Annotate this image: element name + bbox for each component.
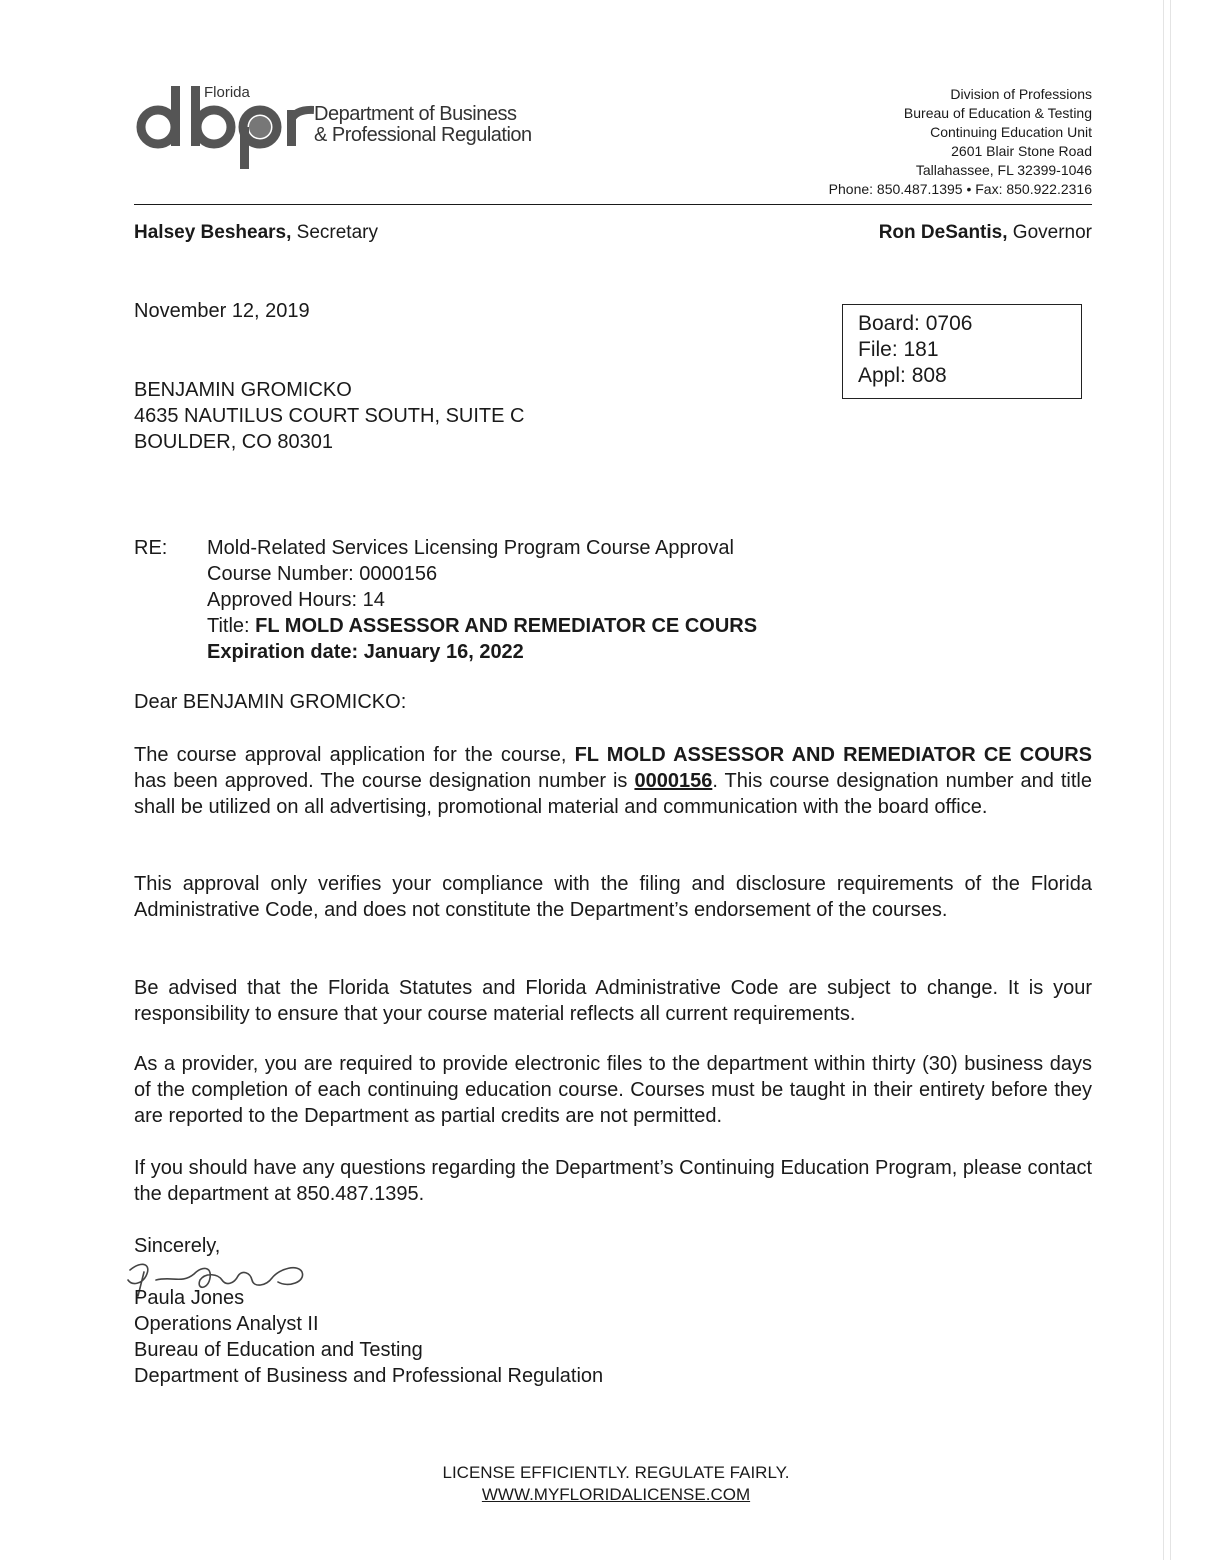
signer-block	[134, 1285, 603, 1389]
page-edge-left	[1163, 0, 1164, 1560]
office-address-block	[829, 85, 1092, 199]
governor-title: Governor	[1007, 222, 1092, 243]
paragraph-statutes: Be advised that the Florida Statutes and Florida Administrative Code are subject to change. It is your responsibility to ensure that your course material reflects all current requirements.	[134, 977, 1092, 1025]
recipient-address	[134, 377, 524, 455]
re-approved-hours: Approved Hours: 14	[207, 589, 385, 611]
recipient-city: BOULDER, CO 80301	[134, 431, 333, 453]
reference-file: File: 181	[858, 338, 939, 361]
office-city: Tallahassee, FL 32399-1046	[915, 162, 1092, 178]
signer-name: Paula Jones	[134, 1287, 245, 1309]
logo-department-name	[314, 104, 532, 146]
closing-sincerely: Sincerely,	[134, 1235, 221, 1257]
logo-department-line2: & Professional Regulation	[314, 124, 532, 146]
footer-website-link[interactable]: WWW.MYFLORIDALICENSE.COM	[481, 1485, 751, 1504]
p1-course-number: 0000156	[634, 770, 713, 792]
governor	[879, 222, 1092, 244]
office-bureau: Bureau of Education & Testing	[903, 105, 1092, 121]
re-course-number: Course Number: 0000156	[207, 563, 438, 585]
re-title	[207, 613, 757, 639]
p1-text-c: . This course designation number and title shall be utilized on all advertising, promotional material and communication with the board office.	[134, 770, 1092, 818]
p1-course-title: FL MOLD ASSESSOR AND REMEDIATOR CE COURS	[574, 744, 1092, 766]
footer	[0, 1462, 1232, 1506]
logo-department-line1: Department of Business	[314, 103, 517, 125]
page-edge-right	[1170, 0, 1171, 1560]
salutation: Dear BENJAMIN GROMICKO:	[134, 691, 407, 713]
paragraph-approval	[134, 742, 1092, 820]
p1-text-b: has been approved. The course designation number is	[134, 770, 635, 792]
signer-title: Operations Analyst II	[134, 1313, 319, 1335]
re-subject: Mold-Related Services Licensing Program Course Approval	[207, 537, 734, 559]
paragraph-compliance: This approval only verifies your compliance with the filing and disclosure requirements of the Florida Administrative Code, and does not constitute the Department’s endorsement of the courses.	[134, 873, 1092, 921]
re-title-label: Title:	[207, 615, 256, 637]
dbpr-logo	[134, 80, 564, 170]
re-title-value: FL MOLD ASSESSOR AND REMEDIATOR CE COURS	[255, 615, 758, 637]
re-lines	[207, 535, 757, 665]
secretary	[134, 222, 378, 244]
letter-date: November 12, 2019	[134, 300, 310, 322]
reference-board: Board: 0706	[858, 312, 973, 335]
paragraph-provider: As a provider, you are required to provide electronic files to the department within thirty (30) business days of the completion of each continuing education course. Courses must be taught in their entirety before they are reported to the Department as partial credits are not permitted.	[134, 1053, 1092, 1127]
office-street: 2601 Blair Stone Road	[951, 143, 1092, 159]
footer-slogan: LICENSE EFFICIENTLY. REGULATE FAIRLY.	[442, 1463, 790, 1482]
office-phone-fax: Phone: 850.487.1395 • Fax: 850.922.2316	[828, 181, 1092, 197]
governor-name: Ron DeSantis,	[878, 222, 1008, 243]
secretary-title: Secretary	[291, 222, 378, 243]
secretary-name: Halsey Beshears,	[134, 222, 292, 243]
re-expiration-text: Expiration date: January 16, 2022	[207, 641, 524, 663]
signer-department: Department of Business and Professional Regulation	[134, 1365, 604, 1387]
office-division: Division of Professions	[950, 86, 1092, 102]
letterhead-divider	[134, 204, 1092, 205]
reference-box	[842, 304, 1082, 399]
logo-state-label: Florida	[204, 84, 250, 101]
p1-text-a: The course approval application for the course,	[134, 744, 575, 766]
office-unit: Continuing Education Unit	[930, 124, 1092, 140]
reference-appl: Appl: 808	[858, 364, 947, 387]
re-expiration	[207, 639, 757, 665]
recipient-name: BENJAMIN GROMICKO	[134, 379, 352, 401]
recipient-street: 4635 NAUTILUS COURT SOUTH, SUITE C	[134, 405, 525, 427]
signer-bureau: Bureau of Education and Testing	[134, 1339, 423, 1361]
re-label: RE:	[134, 537, 168, 559]
paragraph-questions: If you should have any questions regarding the Department’s Continuing Education Program, please contact the department at 850.487.1395.	[134, 1157, 1092, 1205]
